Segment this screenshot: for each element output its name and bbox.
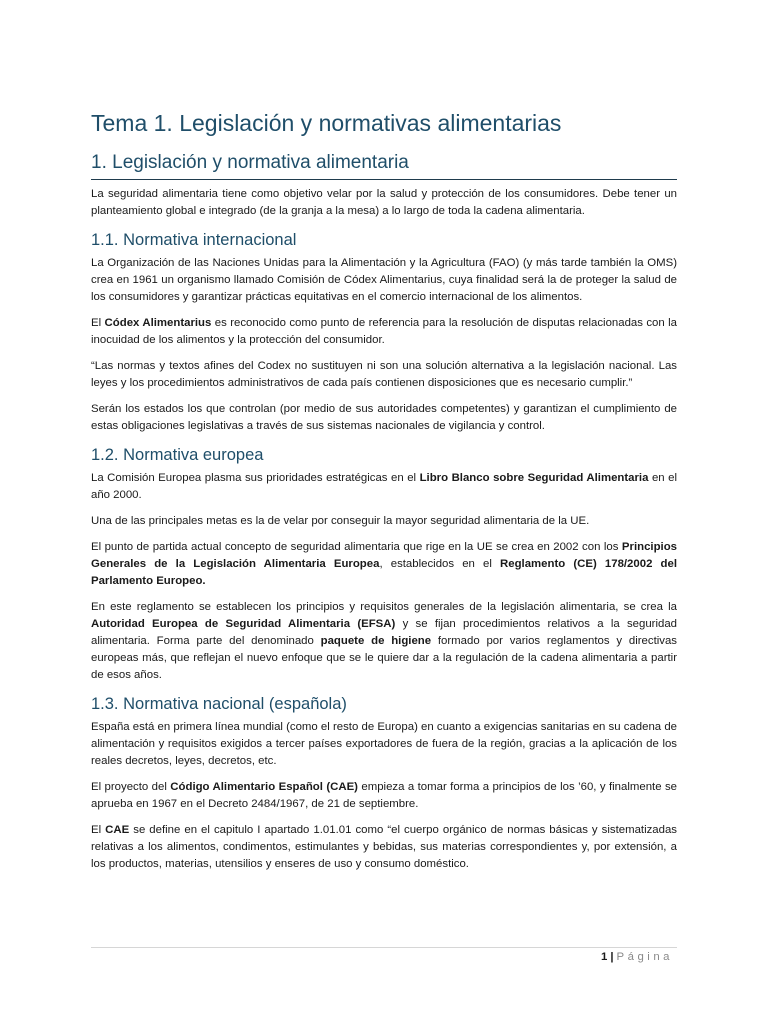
footer-divider — [91, 947, 677, 948]
text-run: El punto de partida actual concepto de seguridad alimentaria que rige en la UE se crea en 2002 con los — [91, 541, 622, 553]
text-run: El proyecto del — [91, 781, 171, 793]
page-label: Página — [616, 951, 673, 963]
text-run: y se fijan procedimientos relativos a la seguridad alimentaria. Forma parte del denominado — [91, 618, 677, 647]
bold-term-codex: Códex Alimentarius — [104, 317, 212, 329]
paragraph-estados: Serán los estados los que controlan (por medio de sus autoridades competentes) y garantizan el cumplimiento de estas obligaciones legislativas a través de sus sistemas nacionales de vigilancia y control. — [91, 403, 677, 432]
bold-term-cae-full: Código Alimentario Español (CAE) — [170, 781, 358, 793]
paragraph-cae-definicion — [91, 822, 677, 873]
bold-term-paquete-higiene: paquete de higiene — [320, 635, 432, 647]
paragraph-libro-blanco — [91, 470, 677, 504]
text-run: se define en el capitulo I apartado 1.01.01 como “el cuerpo orgánico de normas básicas y sistematizadas relativas a los alimentos, condimentos, estimulantes y bebidas, sus materias correspondientes y, por extensión, a los productos, materias, utensilios y enseres de uso y consumo doméstico. — [91, 824, 677, 870]
paragraph-principios — [91, 539, 677, 590]
subsection-heading-1-2: 1.2. Normativa europea — [91, 446, 264, 464]
bold-term-reglamento: Reglamento (CE) 178/2002 del Parlamento Europeo. — [91, 558, 677, 587]
bold-term-efsa: Autoridad Europea de Seguridad Alimentaria (EFSA) — [91, 618, 396, 630]
bold-term-libro-blanco: Libro Blanco sobre Seguridad Alimentaria — [419, 472, 649, 484]
footer-separator: | — [610, 951, 614, 963]
document-page — [91, 108, 677, 882]
section-heading-1: 1. Legislación y normativa alimentaria — [91, 150, 677, 180]
paragraph-quote: “Las normas y textos afines del Codex no sustituyen ni son una solución alternativa a la legislación nacional. Las leyes y los procedimientos administrativos de cada país contienen disposiciones que es necesario cumplir.” — [91, 360, 677, 389]
text-run: formado por varios reglamentos y directivas europeas más, que reflejan el nuevo enfoque que se le quiere dar a la regulación de la cadena alimentaria a partir de esos años. — [91, 635, 677, 681]
paragraph-codex — [91, 315, 677, 349]
text-run: En este reglamento se establecen los principios y requisitos generales de la legislación alimentaria, se crea la — [91, 601, 677, 613]
paragraph-metas: Una de las principales metas es la de velar por conseguir la mayor seguridad alimentaria de la UE. — [91, 515, 590, 527]
subsection-heading-1-1: 1.1. Normativa internacional — [91, 231, 297, 249]
page-number: 1 — [601, 951, 608, 963]
document-title: Tema 1. Legislación y normativas alimentarias — [91, 110, 562, 136]
text-run: La Comisión Europea plasma sus prioridades estratégicas en el — [91, 472, 420, 484]
bold-term-cae: CAE — [105, 824, 130, 836]
text-run: empieza a tomar forma a principios de los ’60, y finalmente se aprueba en 1967 en el Decreto 2484/1967, de 21 de septiembre. — [91, 781, 677, 810]
paragraph-cae-proyecto — [91, 779, 677, 813]
section-1-intro: La seguridad alimentaria tiene como objetivo velar por la salud y protección de los consumidores. Debe tener un planteamiento global e integrado (de la granja a la mesa) a lo largo de toda la cadena alimentaria. — [91, 188, 677, 217]
bold-term-principios: Principios Generales de la Legislación Alimentaria Europea — [91, 541, 677, 570]
subsection-heading-1-3: 1.3. Normativa nacional (española) — [91, 695, 347, 713]
text-run: en el año 2000. — [91, 472, 678, 501]
text-run: , establecidos en el — [379, 558, 501, 570]
page-footer — [601, 950, 673, 964]
text-run: El — [91, 824, 106, 836]
paragraph-fao: La Organización de las Naciones Unidas para la Alimentación y la Agricultura (FAO) (y más tarde también la OMS) crea en 1961 un organismo llamado Comisión de Códex Alimentarius, cuya finalidad será la de proteger la salud de los consumidores y garantizar prácticas equitativas en el comercio internacional de los alimentos. — [91, 257, 677, 303]
text-run: es reconocido como punto de referencia para la resolución de disputas relacionadas con la inocuidad de los alimentos y la protección del consumidor. — [91, 317, 677, 346]
paragraph-espana: España está en primera línea mundial (como el resto de Europa) en cuanto a exigencias sanitarias en su cadena de alimentación y requisitos exigidos a tercer países exportadores de fuera de la región, gracias a la aplicación de los reales decretos, leyes, decretos, etc. — [91, 721, 677, 767]
paragraph-efsa — [91, 599, 677, 684]
text-run: El — [91, 317, 105, 329]
